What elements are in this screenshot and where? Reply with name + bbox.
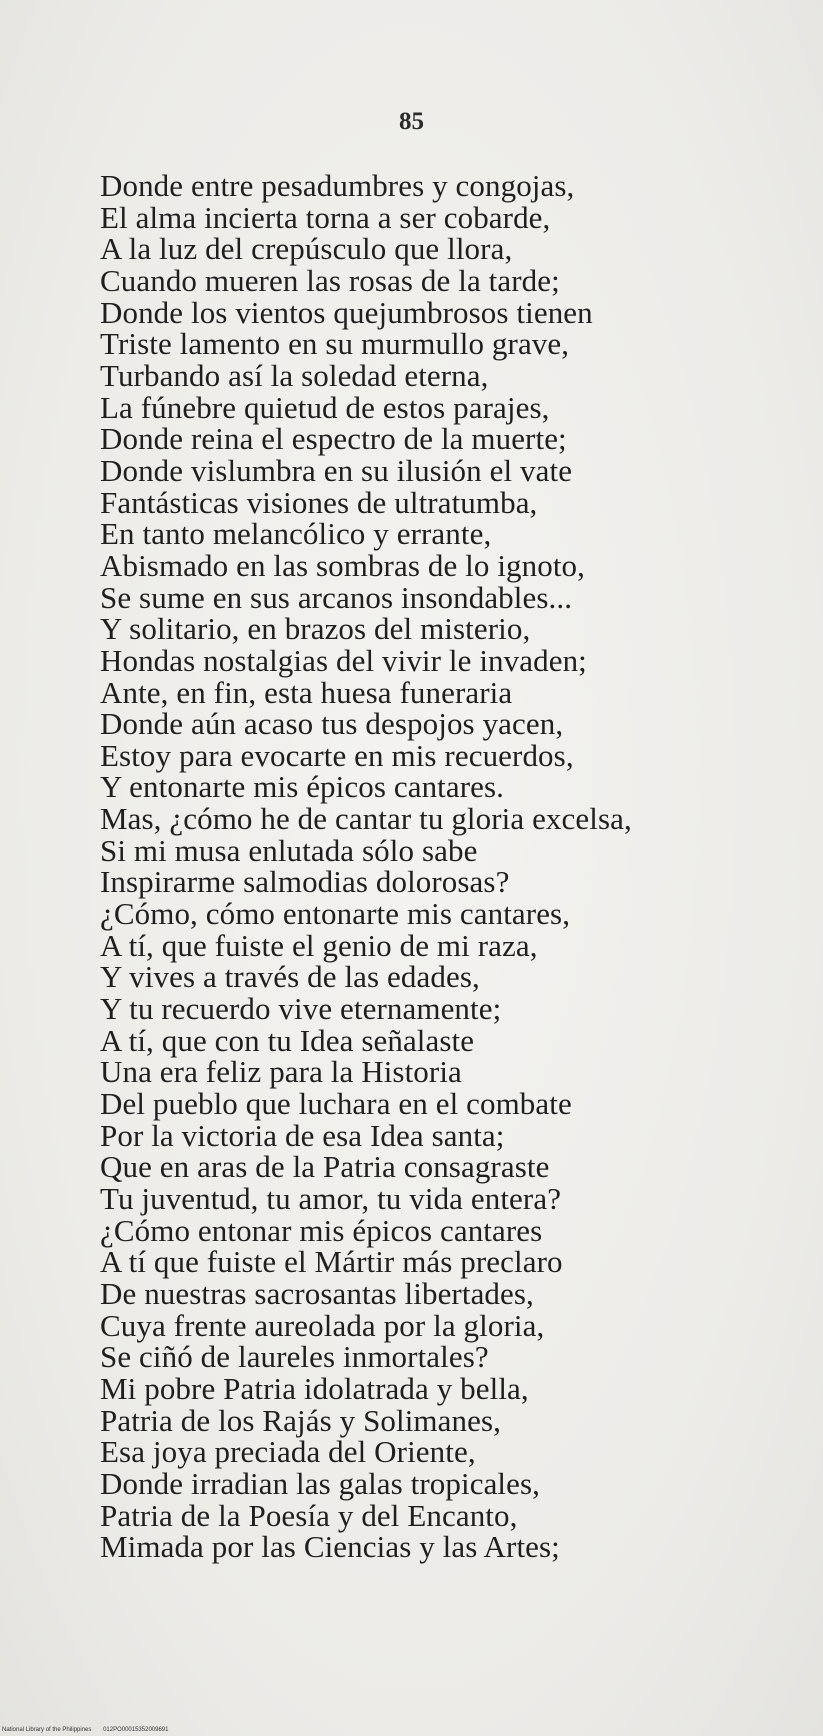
poem-line: Se ciñó de laureles inmortales? — [100, 1339, 489, 1375]
poem-line: Esa joya preciada del Oriente, — [100, 1434, 476, 1470]
poem-line: Donde los vientos quejumbrosos tienen — [100, 294, 593, 330]
poem-line: Si mi musa enlutada sólo sabe — [100, 832, 478, 868]
poem-line: Cuando mueren las rosas de la tarde; — [100, 262, 560, 298]
poem-line: Triste lamento en su murmullo grave, — [100, 326, 570, 362]
poem-line: ¿Cómo entonar mis épicos cantares — [100, 1212, 543, 1248]
poem-line: Por la victoria de esa Idea santa; — [100, 1117, 505, 1153]
poem-line: Donde irradian las galas tropicales, — [100, 1465, 541, 1501]
poem-line: Donde aún acaso tus despojos yacen, — [100, 706, 564, 742]
page-number: 85 — [399, 108, 424, 135]
poem-line: Donde reina el espectro de la muerte; — [100, 421, 567, 457]
poem-line: La fúnebre quietud de estos parajes, — [100, 389, 550, 425]
poem-line: Patria de los Rajás y Solimanes, — [100, 1402, 501, 1438]
poem-line: Cuya frente aureolada por la gloria, — [100, 1307, 545, 1343]
poem-line: Abismado en las sombras de lo ignoto, — [100, 547, 586, 583]
poem-line: Mimada por las Ciencias y las Artes; — [100, 1529, 560, 1565]
poem-line: Fantásticas visiones de ultratumba, — [100, 484, 538, 520]
poem-line: En tanto melancólico y errante, — [100, 516, 492, 552]
poem-line: A la luz del crepúsculo que llora, — [100, 231, 513, 267]
poem-line: Y vives a través de las edades, — [100, 959, 480, 995]
poem-line: El alma incierta torna a ser cobarde, — [100, 199, 551, 235]
poem-line: Turbando así la soledad eterna, — [100, 357, 489, 393]
poem-line: Una era feliz para la Historia — [100, 1054, 462, 1090]
poem-line: Mi pobre Patria idolatrada y bella, — [100, 1370, 529, 1406]
poem-line: ¿Cómo, cómo entonarte mis cantares, — [100, 896, 571, 932]
poem-line: A tí que fuiste el Mártir más preclaro — [100, 1244, 563, 1280]
poem-text — [100, 170, 800, 1563]
poem-line: Y entonarte mis épicos cantares. — [100, 769, 505, 805]
poem-line: Donde vislumbra en su ilusión el vate — [100, 452, 573, 488]
poem-line: Ante, en fin, esta huesa funeraria — [100, 674, 513, 710]
poem-line: Donde entre pesadumbres y congojas, — [100, 168, 575, 203]
poem-line: Hondas nostalgias del vivir le invaden; — [100, 642, 587, 678]
poem-line: Inspirarme salmodias dolorosas? — [100, 864, 510, 900]
poem-line: Y tu recuerdo vive eternamente; — [100, 991, 502, 1027]
poem-line: Que en aras de la Patria consagraste — [100, 1149, 550, 1185]
poem-line: De nuestras sacrosantas libertades, — [100, 1275, 534, 1311]
poem-line: Tu juventud, tu amor, tu vida entera? — [100, 1181, 562, 1216]
poem-line: Y solitario, en brazos del misterio, — [100, 611, 531, 647]
poem-line: Se sume en sus arcanos insondables... — [100, 579, 573, 615]
footer-library: National Library of the Philippines — [2, 1727, 92, 1733]
poem-line: A tí, que fuiste el genio de mi raza, — [100, 927, 538, 963]
scan-footer — [2, 1727, 178, 1733]
footer-code: 012PO00015352009691 — [103, 1727, 169, 1733]
poem-line: Patria de la Poesía y del Encanto, — [100, 1497, 518, 1533]
poem-line: A tí, que con tu Idea señalaste — [100, 1022, 475, 1058]
poem-line: Mas, ¿cómo he de cantar tu gloria excelsa, — [100, 801, 632, 837]
poem-line: Estoy para evocarte en mis recuerdos, — [100, 737, 574, 773]
poem-line: Del pueblo que luchara en el combate — [100, 1086, 572, 1122]
